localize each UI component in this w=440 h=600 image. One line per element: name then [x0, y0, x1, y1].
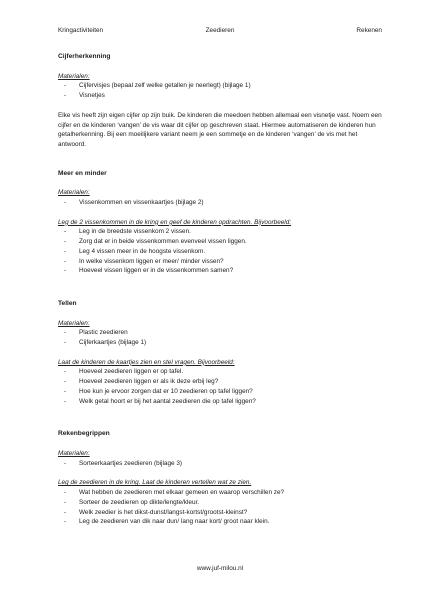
header-right: Rekenen: [356, 27, 382, 34]
section-title: Tellen: [58, 299, 77, 307]
instruction-text: Laat de kinderen de kaartjes zien en stel vragen. Bijvoorbeeld:: [58, 358, 235, 366]
list-item: - Leg 4 vissen meer in de hoogste vissenkom.: [58, 247, 382, 257]
section-title: Cijferherkenning: [58, 53, 111, 60]
list-item: - Hoeveel vissen liggen er in de vissenkommen samen?: [58, 266, 382, 276]
header-left: Kringactiviteiten: [58, 27, 104, 34]
list-item: - Cijferkaartjes (bijlage 1): [58, 338, 382, 348]
materials-list: [58, 198, 382, 208]
list-item: - Wat hebben de zeedieren met elkaar gemeen en waarop verschillen ze?: [58, 488, 382, 498]
section-meer-en-minder: [58, 169, 382, 276]
header-center: Zeedieren: [205, 27, 235, 34]
instruction-text: Leg de zeedieren in de kring. Laat de kinderen vertellen wat ze zien.: [58, 479, 252, 487]
materials-label: Materialen:: [58, 449, 90, 457]
list-item: - Leg de zeedieren van dik naar dun/ lang naar kort/ groot naar klein.: [58, 517, 382, 527]
section-paragraph: Elke vis heeft zijn eigen cijfer op zijn buik. De kinderen die meedoen hebben allemaal een visnetje vast. Noem een cijfer en de kinderen ‘vangen’ de vis waar dit cijfer op geschreven staat. Hiermee automatiseren de kinderen hun getalherkenning. Bij een moeilijkere variant neem je een sommetje en de kinderen ‘vangen’ de vis met het antwoord.: [58, 111, 382, 148]
list-item: - Leg in de breedste vissenkom 2 vissen.: [58, 227, 382, 237]
materials-label: Materialen:: [58, 319, 90, 327]
materials-list: [58, 81, 382, 100]
list-item: - Sorteerkaartjes zeedieren (bijlage 3): [58, 459, 382, 469]
list-item: - Hoeveel zeedieren liggen er op tafel.: [58, 367, 382, 377]
list-item: - Cijfervisjes (bepaal zelf welke getallen je neerlegt) (bijlage 1): [58, 81, 382, 91]
list-item: - Visnetjes: [58, 91, 382, 101]
footer-url: www.juf-milou.nl: [196, 565, 244, 572]
activity-list: [58, 367, 382, 406]
list-item: - Zorg dat er in beide vissenkommen evenveel vissen liggen.: [58, 237, 382, 247]
activity-list: [58, 488, 382, 527]
materials-label: Materialen:: [58, 189, 90, 197]
list-item: - Hoeveel zeedieren liggen er als ik deze erbij leg?: [58, 377, 382, 387]
section-cijferherkenning: [58, 52, 382, 150]
list-item: - In welke vissenkom liggen er meer/ minder vissen?: [58, 257, 382, 267]
list-item: - Plastic zeedieren: [58, 328, 382, 338]
materials-label: Materialen:: [58, 72, 90, 80]
section-title: Meer en minder: [58, 169, 107, 177]
list-item: - Sorteer de zeedieren op dikte/lengte/kleur.: [58, 498, 382, 508]
document-content: [58, 52, 382, 527]
materials-list: [58, 459, 382, 469]
section-title: Rekenbegrippen: [58, 430, 110, 438]
section-tellen: [58, 299, 382, 406]
instruction-text: Leg de 2 vissenkommen in de kring en geef de kinderen opdrachten. Bijvoorbeeld:: [58, 218, 292, 226]
list-item: - Welk zeedier is het dikst-dunst/langst-kortst/grootst-kleinst?: [58, 508, 382, 518]
materials-list: [58, 328, 382, 347]
list-item: - Hoe kun je ervoor zorgen dat er 10 zeedieren op tafel liggen?: [58, 387, 382, 397]
list-item: - Welk getal hoort er bij het aantal zeedieren die op tafel liggen?: [58, 397, 382, 407]
list-item: - Vissenkommen en vissenkaartjes (bijlage 2): [58, 198, 382, 208]
activity-list: [58, 227, 382, 276]
section-rekenbegrippen: [58, 429, 382, 527]
